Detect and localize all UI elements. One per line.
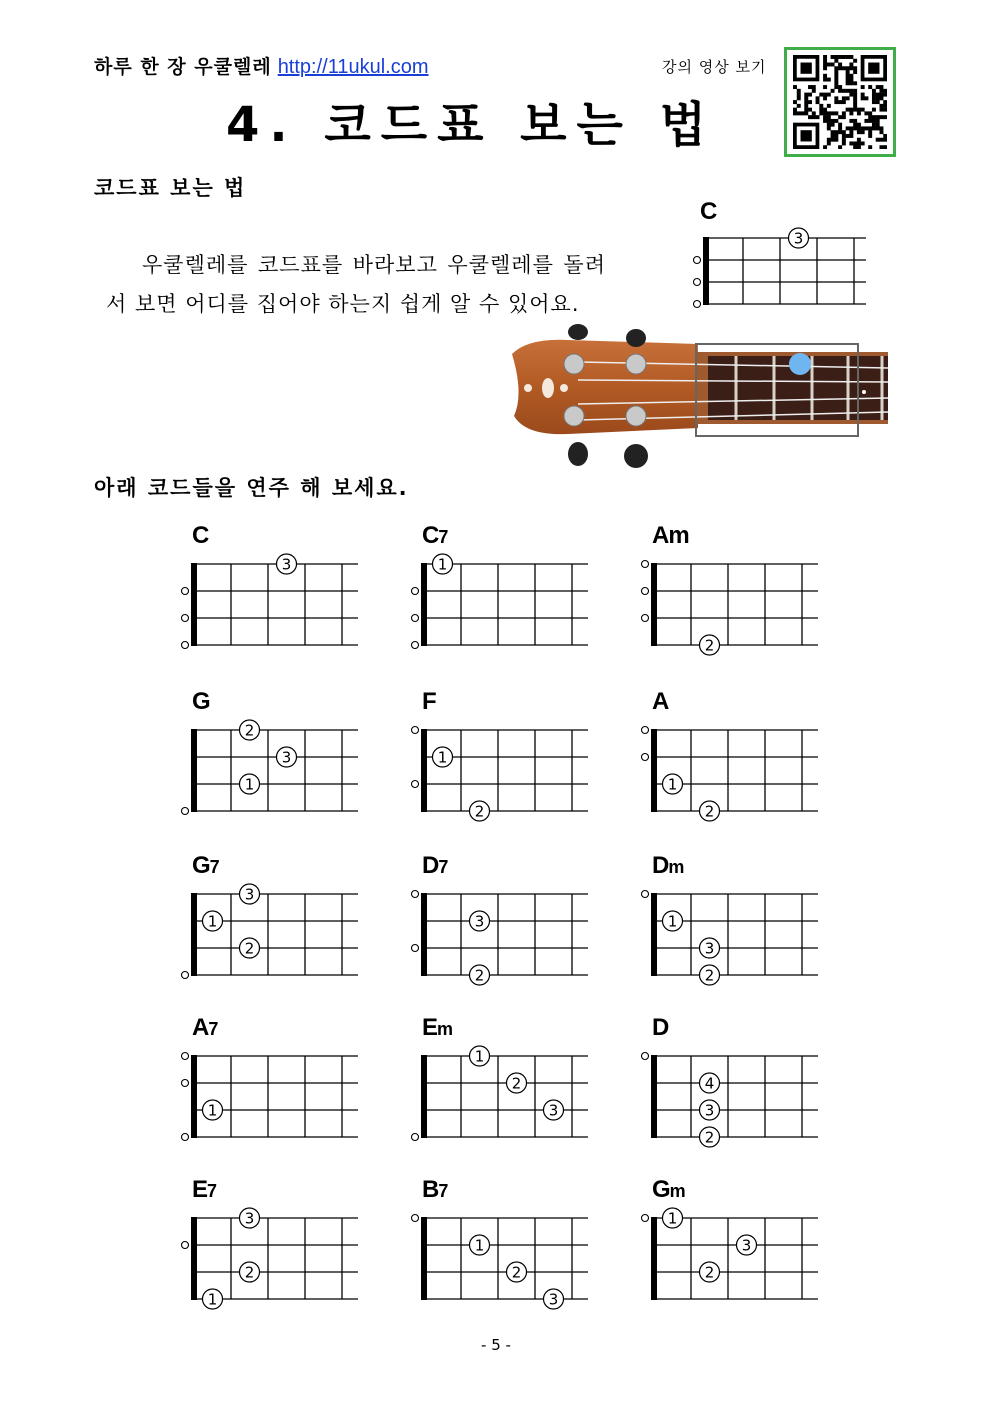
chord-chart <box>180 1014 362 1151</box>
chord-chart <box>640 1014 822 1151</box>
section-body-text: 우쿨렐레를 코드표를 바라보고 우쿨렐레를 돌려서 보면 어디를 집어야 하는지 쉽게 알 수 있어요. <box>106 253 606 316</box>
series-title: 하루 한 장 우쿨렐레 <box>94 56 272 78</box>
open-string-marker <box>694 257 701 264</box>
chord-root: G <box>192 688 210 715</box>
chord-root: D <box>422 852 439 879</box>
chord-suffix: 7 <box>438 857 448 877</box>
open-string-marker <box>412 727 419 734</box>
finger-number: 2 <box>511 1074 522 1093</box>
finger-number: 1 <box>207 912 218 931</box>
finger-number: 1 <box>437 748 448 767</box>
finger-number: 2 <box>474 802 485 821</box>
chord-diagram <box>180 852 370 992</box>
chord-root: E <box>192 1176 208 1203</box>
chord-diagram <box>410 688 600 828</box>
open-string-marker <box>182 642 189 649</box>
chord-root: D <box>652 1014 669 1041</box>
nut <box>651 1217 657 1300</box>
finger-number: 3 <box>244 1209 255 1228</box>
finger-number: 3 <box>704 1101 715 1120</box>
finger-number: 2 <box>704 802 715 821</box>
nut <box>191 893 197 976</box>
open-string-marker <box>182 1242 189 1249</box>
chord-suffix: 7 <box>438 527 448 547</box>
chord-chart <box>410 852 592 989</box>
open-string-marker <box>182 588 189 595</box>
nut <box>421 1217 427 1300</box>
nut <box>651 1055 657 1138</box>
open-string-marker <box>182 1053 189 1060</box>
finger-number: 1 <box>667 912 678 931</box>
chord-chart <box>180 852 362 989</box>
chord-suffix: 7 <box>208 1019 218 1039</box>
video-label: 강의 영상 보기 <box>662 58 767 76</box>
open-string-marker <box>642 561 649 568</box>
chord-diagram <box>180 522 370 662</box>
finger-number: 1 <box>667 775 678 794</box>
website-link[interactable]: http://11ukul.com <box>277 56 429 78</box>
finger-number: 3 <box>281 748 292 767</box>
chord-suffix: m <box>669 1181 685 1201</box>
open-string-marker <box>642 588 649 595</box>
finger-number: 2 <box>244 721 255 740</box>
nut <box>703 237 709 305</box>
nut <box>651 563 657 646</box>
finger-number: 3 <box>704 939 715 958</box>
chord-diagram <box>410 1014 600 1154</box>
chord-suffix: m <box>437 1019 453 1039</box>
open-string-marker <box>412 588 419 595</box>
open-string-marker <box>642 1215 649 1222</box>
finger-number: 2 <box>704 1263 715 1282</box>
chord-diagram <box>640 1176 830 1316</box>
chord-diagram <box>180 1176 370 1316</box>
open-string-marker <box>182 1080 189 1087</box>
open-string-marker <box>694 279 701 286</box>
chord-chart <box>410 522 592 659</box>
qr-code[interactable] <box>784 47 896 157</box>
nut <box>421 729 427 812</box>
chord-diagram <box>410 852 600 992</box>
chord-diagram <box>640 1014 830 1154</box>
finger-number: 2 <box>511 1263 522 1282</box>
open-string-marker <box>182 1134 189 1141</box>
nut <box>421 563 427 646</box>
chord-chart <box>640 522 822 659</box>
open-string-marker <box>412 1215 419 1222</box>
page-number: - 5 - <box>481 1336 511 1354</box>
open-string-marker <box>412 781 419 788</box>
finger-number: 2 <box>474 966 485 985</box>
open-string-marker <box>182 808 189 815</box>
open-string-marker <box>642 615 649 622</box>
nut <box>191 729 197 812</box>
chord-root: D <box>652 852 669 879</box>
nut <box>421 1055 427 1138</box>
finger-number: 3 <box>741 1236 752 1255</box>
open-string-marker <box>412 642 419 649</box>
chord-chart <box>640 852 822 989</box>
open-string-marker <box>642 1053 649 1060</box>
section-heading-practice: 아래 코드들을 연주 해 보세요. <box>94 476 409 500</box>
example-chord-diagram <box>686 196 876 336</box>
finger-number: 3 <box>281 555 292 574</box>
finger-number: 3 <box>474 912 485 931</box>
nut <box>191 1055 197 1138</box>
chord-diagram <box>640 852 830 992</box>
finger-number: 2 <box>704 1128 715 1147</box>
chord-chart <box>180 522 362 659</box>
finger-number: 1 <box>667 1209 678 1228</box>
open-string-marker <box>182 615 189 622</box>
chord-diagram <box>640 688 830 828</box>
nut <box>651 893 657 976</box>
chord-diagram <box>180 1014 370 1154</box>
chord-root: G <box>192 852 210 879</box>
header-series <box>94 52 429 79</box>
chord-diagram <box>180 688 370 828</box>
open-string-marker <box>694 301 701 308</box>
finger-number: 3 <box>548 1101 559 1120</box>
nut <box>651 729 657 812</box>
chord-suffix: 7 <box>207 1181 217 1201</box>
chord-suffix: 7 <box>209 857 219 877</box>
open-string-marker <box>642 754 649 761</box>
open-string-marker <box>412 891 419 898</box>
finger-number: 3 <box>548 1290 559 1309</box>
chord-suffix: m <box>668 857 684 877</box>
chord-root: A <box>192 1014 209 1041</box>
chord-root: C <box>422 522 439 549</box>
finger-number: 1 <box>207 1101 218 1120</box>
finger-number: 2 <box>704 966 715 985</box>
chord-diagram <box>410 1176 600 1316</box>
open-string-marker <box>642 891 649 898</box>
section-body <box>106 246 606 324</box>
finger-number: 3 <box>793 229 804 248</box>
open-string-marker <box>412 945 419 952</box>
finger-number: 1 <box>244 775 255 794</box>
finger-number: 1 <box>474 1236 485 1255</box>
chord-root: C <box>192 522 209 549</box>
chord-chart <box>410 1014 592 1151</box>
finger-number: 4 <box>704 1074 715 1093</box>
chord-diagram <box>410 522 600 662</box>
finger-number: 1 <box>207 1290 218 1309</box>
chord-chart <box>410 688 592 825</box>
chord-root: E <box>422 1014 438 1041</box>
chord-root: B <box>422 1176 439 1203</box>
open-string-marker <box>412 1134 419 1141</box>
finger-number: 1 <box>474 1047 485 1066</box>
page-title: 4. 코드표 보는 법 <box>226 97 716 153</box>
nut <box>191 563 197 646</box>
chord-chart <box>180 688 362 825</box>
open-string-marker <box>182 972 189 979</box>
open-string-marker <box>642 727 649 734</box>
open-string-marker <box>412 615 419 622</box>
chord-chart <box>180 1176 362 1313</box>
chord-chart <box>640 1176 822 1313</box>
finger-number: 2 <box>244 1263 255 1282</box>
ukulele-headstock-image <box>508 324 888 474</box>
finger-number: 2 <box>704 636 715 655</box>
chord-chart <box>410 1176 592 1313</box>
finger-number: 2 <box>244 939 255 958</box>
chord-root: Am <box>652 522 689 549</box>
chord-root: C <box>700 198 717 225</box>
chord-root: A <box>652 688 669 715</box>
chord-root: G <box>652 1176 670 1203</box>
nut <box>421 893 427 976</box>
chord-chart <box>640 688 822 825</box>
finger-number: 3 <box>244 885 255 904</box>
chord-suffix: 7 <box>438 1181 448 1201</box>
finger-number: 1 <box>437 555 448 574</box>
chord-root: F <box>422 688 436 715</box>
chord-diagram <box>640 522 830 662</box>
chord-chart <box>686 196 870 318</box>
nut <box>191 1217 197 1300</box>
section-heading-howto: 코드표 보는 법 <box>94 176 247 200</box>
